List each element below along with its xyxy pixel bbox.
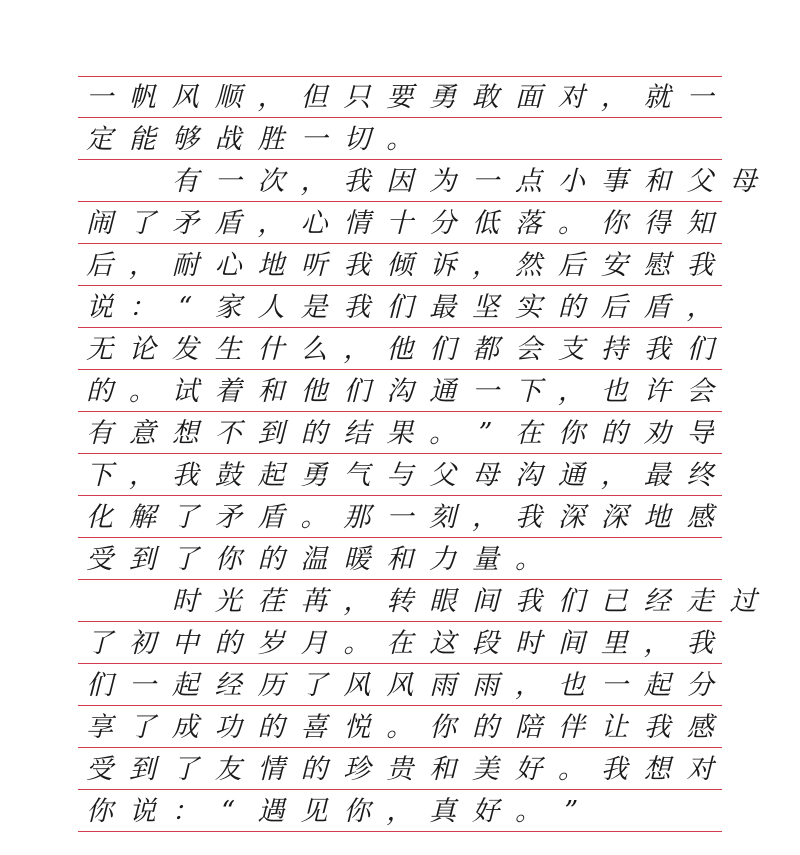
- ruled-line: 有 一 次 ， 我 因 为 一 点 小 事 和 父 母: [78, 160, 722, 202]
- ruled-line: 受 到 了 你 的 温 暖 和 力 量 。: [78, 538, 722, 580]
- ruled-line: 说 ： “ 家 人 是 我 们 最 坚 实 的 后 盾 ，: [78, 286, 722, 328]
- ruled-line: 的 。 试 着 和 他 们 沟 通 一 下 ， 也 许 会: [78, 370, 722, 412]
- ruled-line: 后 ， 耐 心 地 听 我 倾 诉 ， 然 后 安 慰 我: [78, 244, 722, 286]
- ruled-line: 有 意 想 不 到 的 结 果 。 ” 在 你 的 劝 导: [78, 412, 722, 454]
- ruled-line: 无 论 发 生 什 么 ， 他 们 都 会 支 持 我 们: [78, 328, 722, 370]
- ruled-line: 你 说 ： “ 遇 见 你 ， 真 好 。 ”: [78, 790, 722, 832]
- ruled-line: 时 光 荏 苒 ， 转 眼 间 我 们 已 经 走 过: [78, 580, 722, 622]
- ruled-line: 一 帆 风 顺 ， 但 只 要 勇 敢 面 对 ， 就 一: [78, 76, 722, 118]
- ruled-line: 们 一 起 经 历 了 风 风 雨 雨 ， 也 一 起 分: [78, 664, 722, 706]
- ruled-line: 定 能 够 战 胜 一 切 。: [78, 118, 722, 160]
- ruled-line: 了 初 中 的 岁 月 。 在 这 段 时 间 里 ， 我: [78, 622, 722, 664]
- ruled-line: 享 了 成 功 的 喜 悦 。 你 的 陪 伴 让 我 感: [78, 706, 722, 748]
- ruled-line: 闹 了 矛 盾 ， 心 情 十 分 低 落 。 你 得 知: [78, 202, 722, 244]
- ruled-line: 下 ， 我 鼓 起 勇 气 与 父 母 沟 通 ， 最 终: [78, 454, 722, 496]
- ruled-line: 化 解 了 矛 盾 。 那 一 刻 ， 我 深 深 地 感: [78, 496, 722, 538]
- ruled-line: 受 到 了 友 情 的 珍 贵 和 美 好 。 我 想 对: [78, 748, 722, 790]
